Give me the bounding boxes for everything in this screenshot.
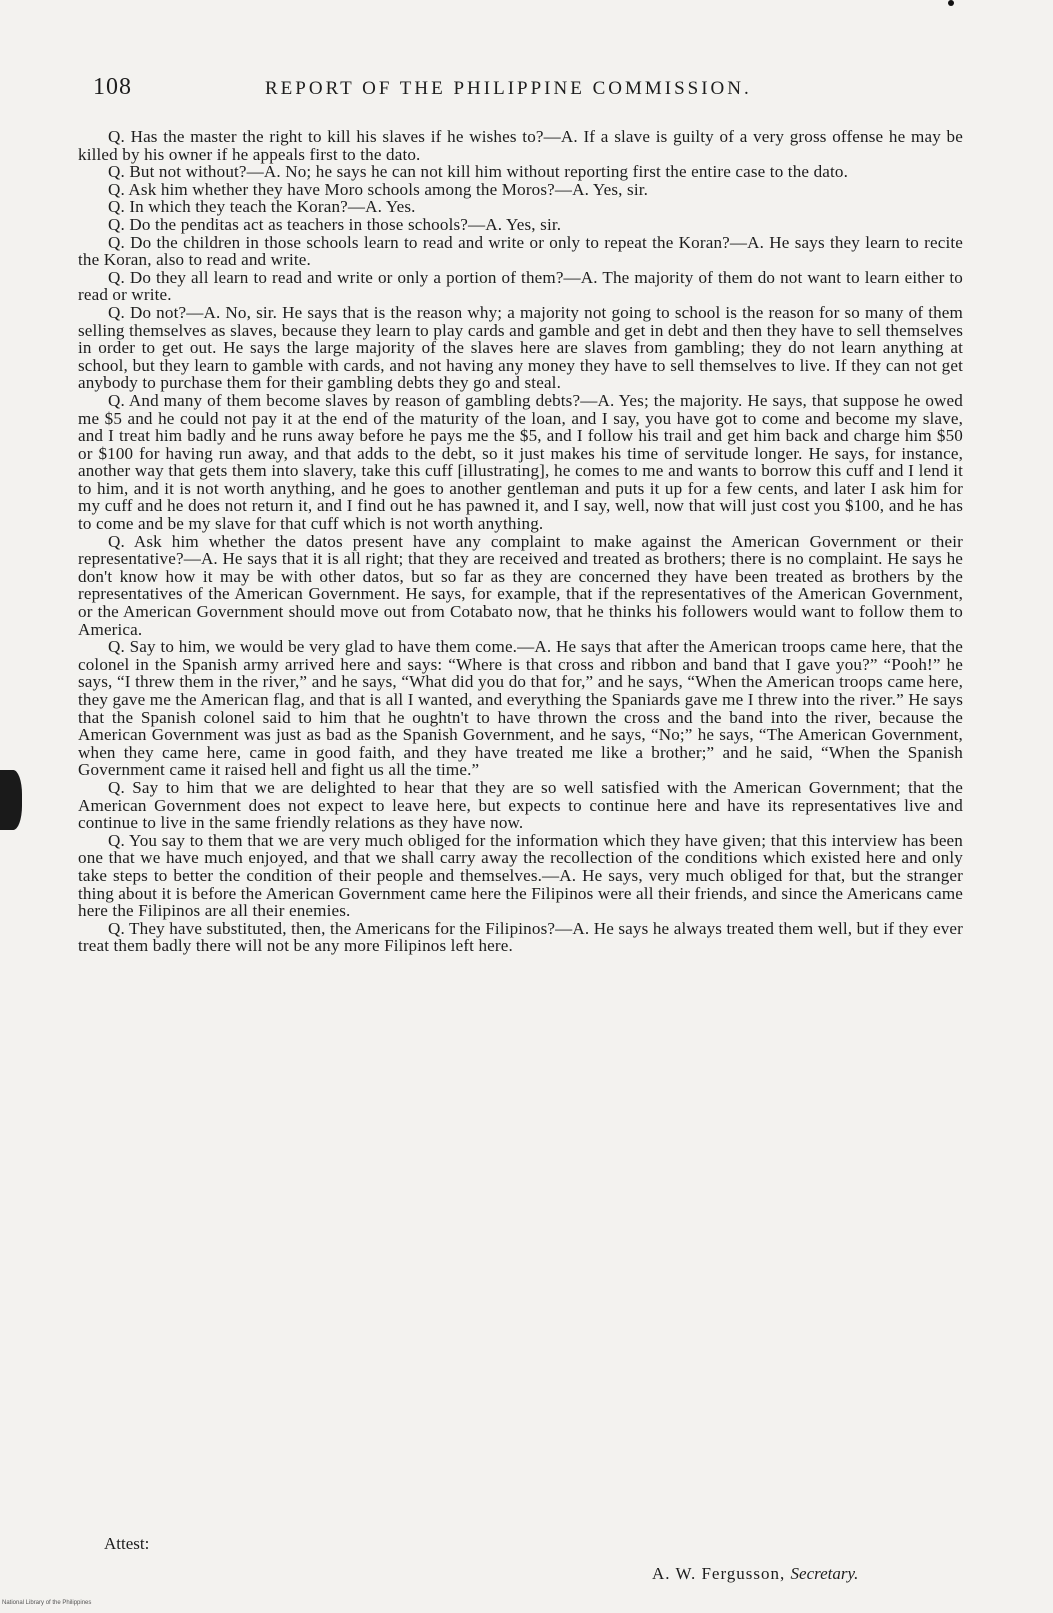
paragraph: Q. Has the master the right to kill his slaves if he wishes to?—A. If a slave is guilty of a very gross offense he may be killed by his owner if he appeals first to the dato.: [78, 127, 963, 164]
paragraph: Q. Say to him that we are delighted to hear that they are so well satisfied with the American Government; that the American Government does not expect to leave here, but expects to continue here and have its representatives live and continue to live in the same friendly relations as they have now.: [78, 777, 963, 833]
paragraph: Q. Do they all learn to read and write or only a portion of them?—A. The majority of them do not want to learn either to read or write.: [78, 267, 963, 305]
paragraph: Q. Ask him whether the datos present have any complaint to make against the American Government or their representative?—A. He says that it is all right; that they are received and treated as brothers; there is no complaint. He says he don't know how it may be with other datos, but so far as they are concerned they have been treated as brothers by the representatives of the American Government. He says, for example, that if the representatives of the American Government, or the American Government should move out from Cotabato now, that he thinks his followers would want to follow them to America.: [78, 531, 963, 639]
running-title: REPORT OF THE PHILIPPINE COMMISSION.: [265, 78, 752, 99]
paragraph: Q. Ask him whether they have Moro schools among the Moros?—A. Yes, sir.: [108, 179, 649, 199]
paragraph: Q. Say to him, we would be very glad to have them come.—A. He says that after the American troops came here, that the colonel in the Spanish army arrived here and says: “Where is that cross and ribbon and band that I gave you?” “Pooh!” he says, “I threw them in the river,” and he says, “What did you do that for,” and he says, “When the American troops came here, they gave me the American flag, and that is all I wanted, and everything the Spaniards gave me I threw into the river.” He says that the Spanish colonel said to him that he oughtn't to have thrown the cross and the band into the river, because the American Government was just as bad as the Spanish Government, and he says, “No;” he says, “The American Government, when they came here, came in good faith, and they have treated me like a brother;” and he said, “When the Spanish Government came it raised hell and fight us all the time.”: [78, 637, 963, 780]
attest-label: Attest:: [104, 1534, 150, 1553]
signature-name: A. W. Fergusson,: [652, 1564, 786, 1583]
paragraph: Q. And many of them become slaves by reason of gambling debts?—A. Yes; the majority. He says, that suppose he owed me $5 and he could not pay it at the end of the maturity of the loan, and I say, you have got to come and become my slave, and I treat him badly and he runs away before he pays me the $5, and I follow his trail and get him back and charge him $50 or $100 for having run away, and that adds to the debt, so it just makes his time of servitude longer. He says, for instance, another way that gets them into slavery, take this cuff [illustrating], he comes to me and wants to borrow this cuff and I lend it to him, and it is not worth anything, and he goes to another gentleman and puts it up for a few cents, and later I ask him for my cuff and he does not return it, and I find out he has pawned it, and I say, well, now that will just cost you $100, and he has to come and be my slave for that cuff which is not worth anything.: [78, 390, 963, 534]
body-text: [78, 128, 963, 955]
page-number: 108: [93, 74, 132, 100]
scan-speck: [948, 0, 954, 6]
paragraph: Q. Do the penditas act as teachers in those schools?—A. Yes, sir.: [108, 214, 562, 234]
paragraph: Q. You say to them that we are very much obliged for the information which they have given; that this interview has been one that we have much enjoyed, and that we shall carry away the recollection of the conditions which existed here and only take steps to better the condition of their people and themselves.—A. He says, very much obliged for that, but the stranger thing about it is before the American Government came here the Filipinos were all their friends, and since the Americans came here the Filipinos are all their enemies.: [78, 830, 964, 921]
paragraph: Q. Do the children in those schools learn to read and write or only to repeat the Koran?—A. He says they learn to recite the Koran, also to read and write.: [78, 232, 963, 270]
page-header: [93, 74, 953, 104]
binding-shadow: [0, 770, 22, 830]
paragraph: Q. But not without?—A. No; he says he can not kill him without reporting first the entire case to the dato.: [108, 162, 849, 182]
paragraph: Q. Do not?—A. No, sir. He says that is the reason why; a majority not going to school is the reason for so many of them selling themselves as slaves, because they learn to play cards and gamble and get in debt and then they have to sell themselves in order to get out. He says the large majority of the slaves here are slaves from gambling; they do not learn anything at school, but they learn to gamble with cards, and not having any money they have to sell themselves to live. If they can not get anybody to purchase them for their gambling debts they go and steal.: [78, 302, 963, 393]
scan-footer: National Library of the Philippines: [2, 1600, 92, 1606]
paragraph: Q. They have substituted, then, the Americans for the Filipinos?—A. He says he always treated them well, but if they ever treat them badly there will not be any more Filipinos left here.: [78, 918, 963, 956]
paragraph: Q. In which they teach the Koran?—A. Yes.: [108, 197, 416, 217]
signature: [652, 1564, 858, 1584]
signature-title: Secretary.: [790, 1564, 859, 1583]
